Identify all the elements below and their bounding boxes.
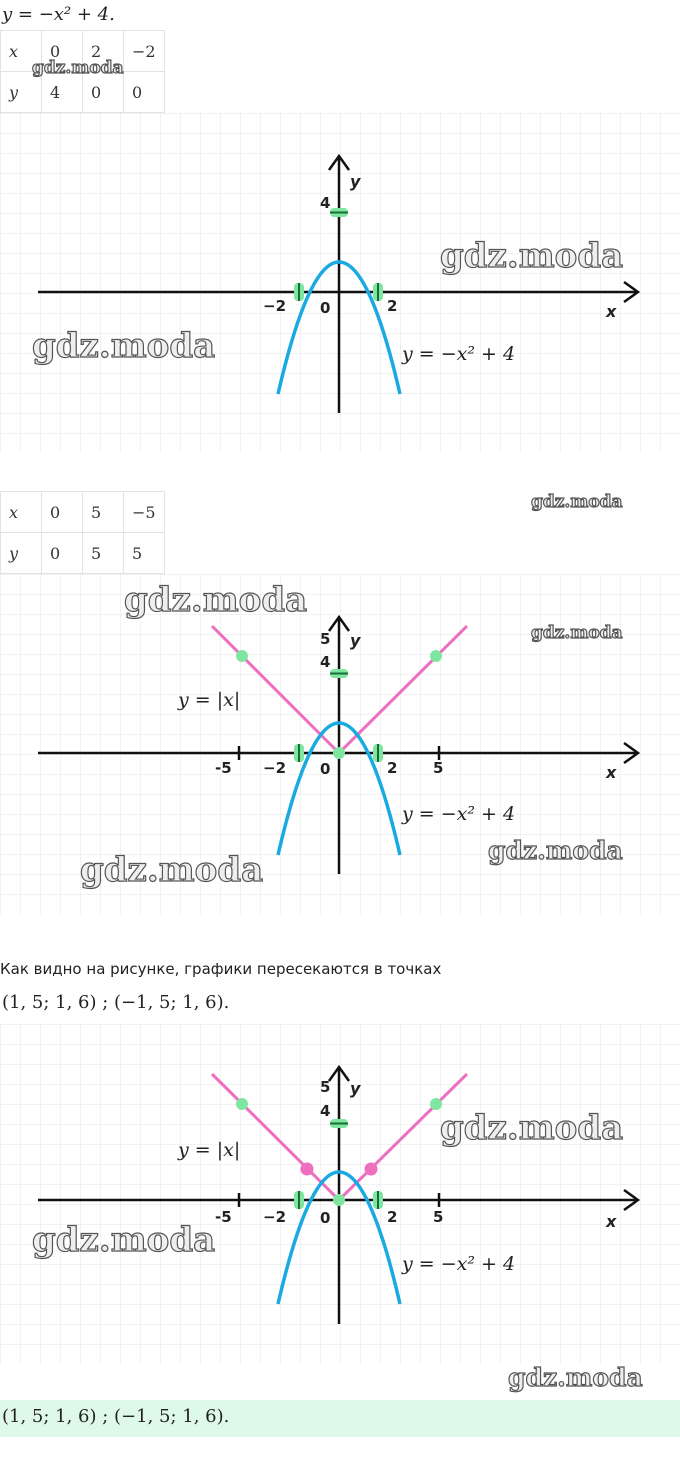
table-cell: 0: [42, 533, 83, 574]
watermark: gdz.moda: [32, 326, 216, 366]
table-row: [1, 492, 165, 533]
table-cell: 0: [42, 31, 83, 72]
graph-intersections: [0, 1024, 680, 1364]
tick-label: −2: [263, 759, 287, 777]
tick-label: 0: [320, 1209, 331, 1227]
tick-label: 0: [320, 760, 331, 778]
parabola-label: y = −x² + 4: [402, 343, 516, 365]
x-axis-label: x: [606, 763, 617, 782]
answer-text: (1, 5; 1, 6) ; (−1, 5; 1, 6).: [2, 1406, 230, 1427]
tick-label: 4: [320, 653, 331, 671]
abs-label: y = |x|: [178, 1139, 241, 1161]
watermark: gdz.moda: [440, 236, 624, 276]
table-cell: 5: [83, 492, 124, 533]
table-cell: 5: [83, 533, 124, 574]
intro-formula: y = −x² + 4.: [2, 4, 115, 25]
watermark: gdz.moda: [124, 580, 308, 620]
tick-label: 5: [320, 630, 331, 648]
table-cell: −5: [124, 492, 165, 533]
watermark: gdz.moda: [488, 836, 623, 865]
tick-label: 4: [320, 194, 331, 212]
table-cell: y: [1, 533, 42, 574]
table-cell: 5: [124, 533, 165, 574]
tick-label: −2: [263, 1208, 287, 1226]
watermark: gdz.moda: [531, 492, 623, 512]
table-row: [1, 533, 165, 574]
tick-label: -5: [215, 1208, 232, 1226]
answer-box: [0, 1400, 680, 1437]
intersection-point: [301, 1163, 314, 1176]
point-marker: [333, 747, 345, 759]
tick-label: 0: [320, 299, 331, 317]
watermark: gdz.moda: [508, 1363, 643, 1392]
intersection-point: [365, 1163, 378, 1176]
point-marker: [236, 650, 248, 662]
watermark: gdz.moda: [80, 850, 264, 890]
graph-parabola: [0, 113, 680, 453]
watermark: gdz.moda: [440, 1108, 624, 1148]
table-cell: x: [1, 492, 42, 533]
x-axis-label: x: [606, 302, 617, 321]
tick-label: 2: [387, 759, 398, 777]
conclusion-points: (1, 5; 1, 6) ; (−1, 5; 1, 6).: [2, 992, 230, 1013]
table-cell: 0: [124, 72, 165, 113]
tick-label: 5: [433, 1208, 444, 1226]
y-axis-label: y: [350, 631, 361, 650]
watermark: gdz.moda: [32, 58, 124, 78]
y-axis-label: y: [350, 172, 361, 191]
point-marker: [430, 650, 442, 662]
table-cell: x: [1, 31, 42, 72]
value-table-abs: [0, 491, 165, 574]
tick-label: 5: [433, 759, 444, 777]
parabola-label: y = −x² + 4: [402, 1253, 516, 1275]
table-cell: 0: [83, 72, 124, 113]
table-cell: 4: [42, 72, 83, 113]
point-marker: [333, 1194, 345, 1206]
table-cell: −2: [124, 31, 165, 72]
watermark: gdz.moda: [531, 623, 623, 643]
point-marker: [236, 1098, 248, 1110]
conclusion-text: Как видно на рисунке, графики пересекаются в точках: [0, 960, 442, 978]
tick-label: 2: [387, 297, 398, 315]
table-cell: 2: [83, 31, 124, 72]
tick-label: 4: [320, 1102, 331, 1120]
watermark: gdz.moda: [32, 1220, 216, 1260]
table-cell: 0: [42, 492, 83, 533]
y-axis-label: y: [350, 1079, 361, 1098]
table-cell: y: [1, 72, 42, 113]
x-axis-label: x: [606, 1212, 617, 1231]
tick-label: 2: [387, 1208, 398, 1226]
tick-label: −2: [263, 297, 287, 315]
tick-label: -5: [215, 759, 232, 777]
parabola-label: y = −x² + 4: [402, 803, 516, 825]
abs-label: y = |x|: [178, 689, 241, 711]
tick-label: 5: [320, 1078, 331, 1096]
